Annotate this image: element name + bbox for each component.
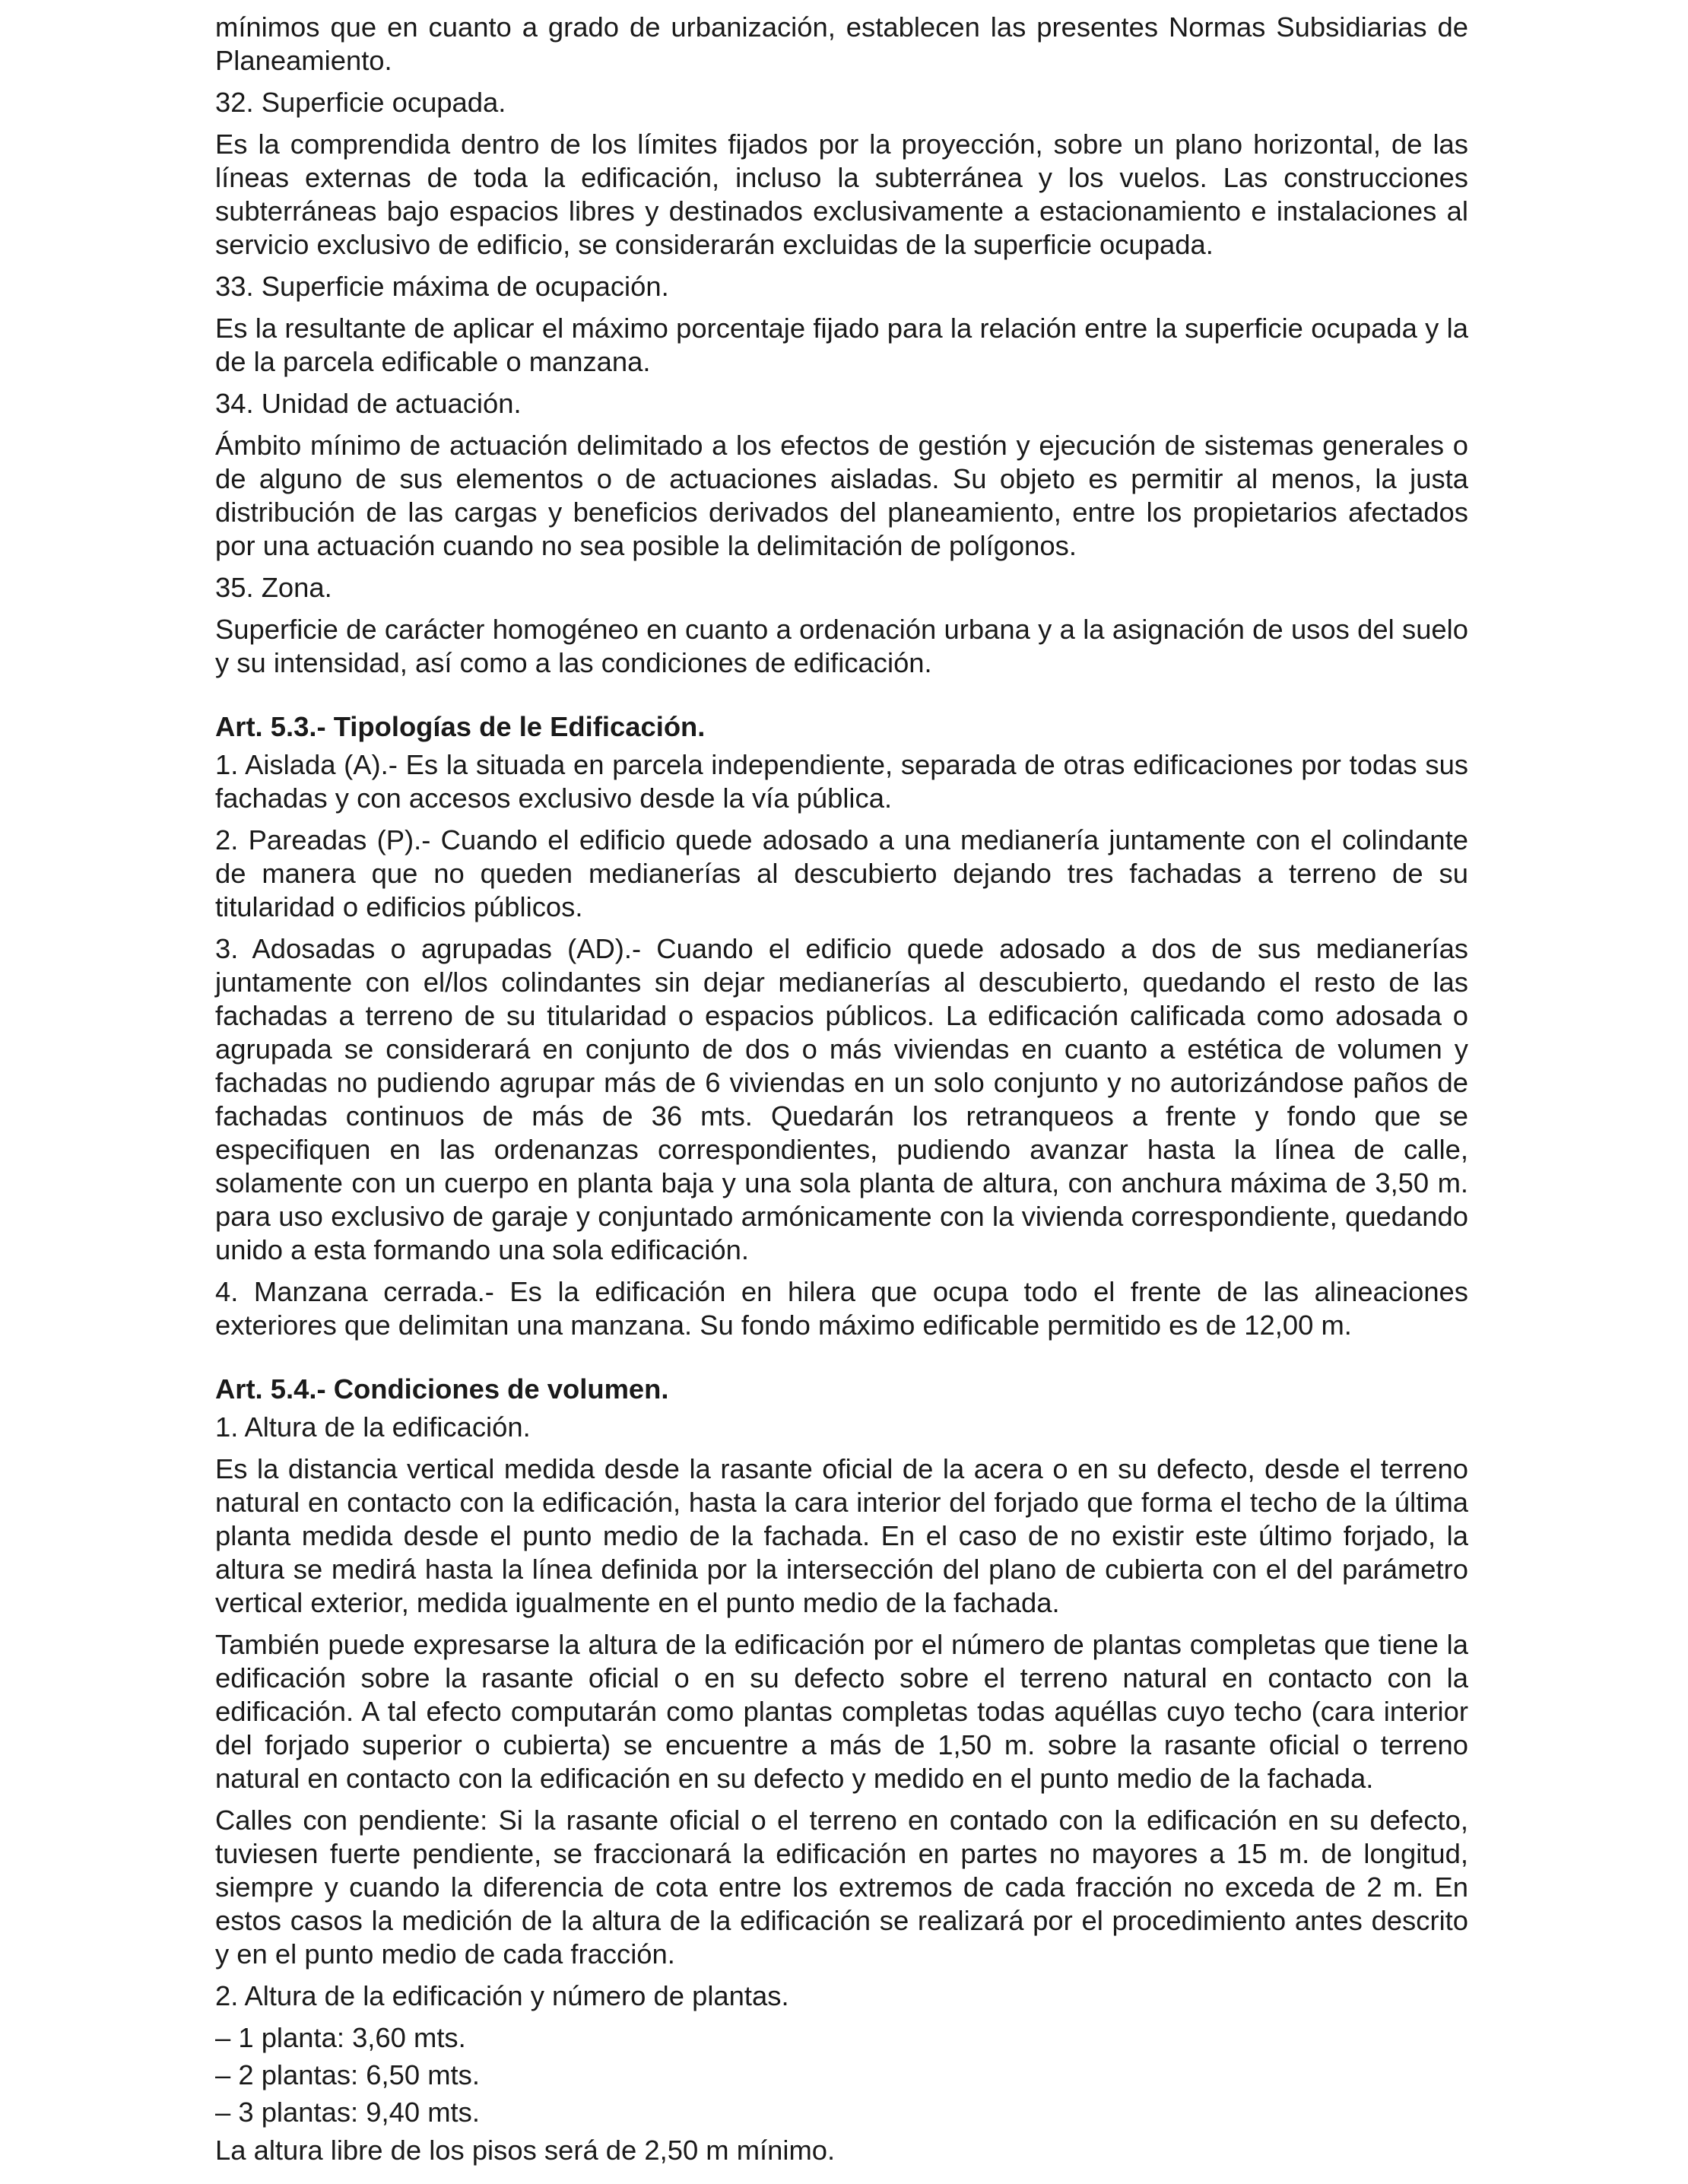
paragraph: Es la resultante de aplicar el máximo porcentaje fijado para la relación entre la superficie ocupada y la de la parcela edificable o manzana. [215, 313, 1468, 377]
item-title: 34. Unidad de actuación. [215, 388, 522, 419]
list-item: – 1 planta: 3,60 mts. [215, 2022, 466, 2053]
paragraph: Es la distancia vertical medida desde la rasante oficial de la acera o en su defecto, desde el terreno natural en contacto con la edificación, hasta la cara interior del forjado que forma el techo de la última planta medida desde el punto medio de la fachada. En el caso de no existir este último forjado, la altura se medirá hasta la línea definida por la intersección del plano de cubierta con el del parámetro vertical exterior, medida igualmente en el punto medio de la fachada. [215, 1453, 1468, 1618]
paragraph: También puede expresarse la altura de la edificación por el número de plantas completas que tiene la edificación sobre la rasante oficial o en su defecto sobre el terreno natural en contacto con la edificación. A tal efecto computarán como plantas completas todas aquéllas cuyo techo (cara interior del forjado superior o cubierta) se encuentre a más de 1,50 m. sobre la rasante oficial o terreno natural en contacto con la edificación en su defecto y medido en el punto medio de la fachada. [215, 1629, 1468, 1794]
item-title: 33. Superficie máxima de ocupación. [215, 271, 669, 302]
paragraph: Calles con pendiente: Si la rasante oficial o el terreno en contado con la edificación en su defecto, tuviesen fuerte pendiente, se fraccionará la edificación en partes no mayores a 15 m. de longitud, siempre y cuando la diferencia de cota entre los extremos de cada fracción no exceda de 2 m. En estos casos la medición de la altura de la edificación se realizará por el procedimiento antes descrito y en el punto medio de cada fracción. [215, 1805, 1468, 1970]
paragraph: 1. Aislada (A).- Es la situada en parcela independiente, separada de otras edificaciones por todas sus fachadas y con accesos exclusivo desde la vía pública. [215, 749, 1468, 814]
paragraph: Ámbito mínimo de actuación delimitado a los efectos de gestión y ejecución de sistemas generales o de alguno de sus elementos o de actuaciones aisladas. Su objeto es permitir al menos, la justa distribución de las cargas y beneficios derivados del planeamiento, entre los propietarios afectados por una actuación cuando no sea posible la delimitación de polígonos. [215, 430, 1468, 561]
paragraph: mínimos que en cuanto a grado de urbanización, establecen las presentes Normas Subsidiarias de Planeamiento. [215, 11, 1468, 76]
item-title: 35. Zona. [215, 572, 332, 603]
closing-paragraph: La altura libre de los pisos será de 2,50 m mínimo. [215, 2135, 836, 2166]
paragraph: 4. Manzana cerrada.- Es la edificación en hilera que ocupa todo el frente de las alineaciones exteriores que delimitan una manzana. Su fondo máximo edificable permitido es de 12,00 m. [215, 1276, 1468, 1341]
list-item: – 2 plantas: 6,50 mts. [215, 2059, 480, 2090]
paragraph: 3. Adosadas o agrupadas (AD).- Cuando el edificio quede adosado a dos de sus medianerías juntamente con el/los colindantes sin dejar medianerías al descubierto, quedando el resto de las fachadas a terreno de su titularidad o espacios públicos. La edificación calificada como adosada o agrupada se considerará en conjunto de dos o más viviendas en cuanto a estética de volumen y fachadas no pudiendo agrupar más de 6 viviendas en un solo conjunto y no autorizándose paños de fachadas continuos de más de 36 mts. Quedarán los retranqueos a frente y fondo que se especifiquen en las ordenanzas correspondientes, pudiendo avanzar hasta la línea de calle, solamente con un cuerpo en planta baja y una sola planta de altura, con anchura máxima de 3,50 m. para uso exclusivo de garaje y conjuntado armónicamente con la vivienda correspondiente, quedando unido a esta formando una sola edificación. [215, 933, 1468, 1265]
paragraph: Es la comprendida dentro de los límites fijados por la proyección, sobre un plano horizontal, de las líneas externas de toda la edificación, incluso la subterránea y los vuelos. Las construcciones subterráneas bajo espacios libres y destinados exclusivamente a estacionamiento e instalaciones al servicio exclusivo de edificio, se considerarán excluidas de la superficie ocupada. [215, 129, 1468, 260]
item-title: 32. Superficie ocupada. [215, 87, 506, 118]
paragraph: 2. Pareadas (P).- Cuando el edificio quede adosado a una medianería juntamente con el colindante de manera que no queden medianerías al descubierto dejando tres fachadas a terreno de su titularidad o edificios públicos. [215, 824, 1468, 922]
document-page [215, 11, 1468, 2176]
item-title: 2. Altura de la edificación y número de plantas. [215, 1980, 789, 2011]
article-heading-5-3: Art. 5.3.- Tipologías de le Edificación. [215, 711, 706, 742]
list-item: – 3 plantas: 9,40 mts. [215, 2097, 480, 2128]
article-heading-5-4: Art. 5.4.- Condiciones de volumen. [215, 1373, 669, 1405]
paragraph: Superficie de carácter homogéneo en cuanto a ordenación urbana y a la asignación de usos del suelo y su intensidad, así como a las condiciones de edificación. [215, 614, 1468, 678]
item-title: 1. Altura de la edificación. [215, 1411, 531, 1443]
